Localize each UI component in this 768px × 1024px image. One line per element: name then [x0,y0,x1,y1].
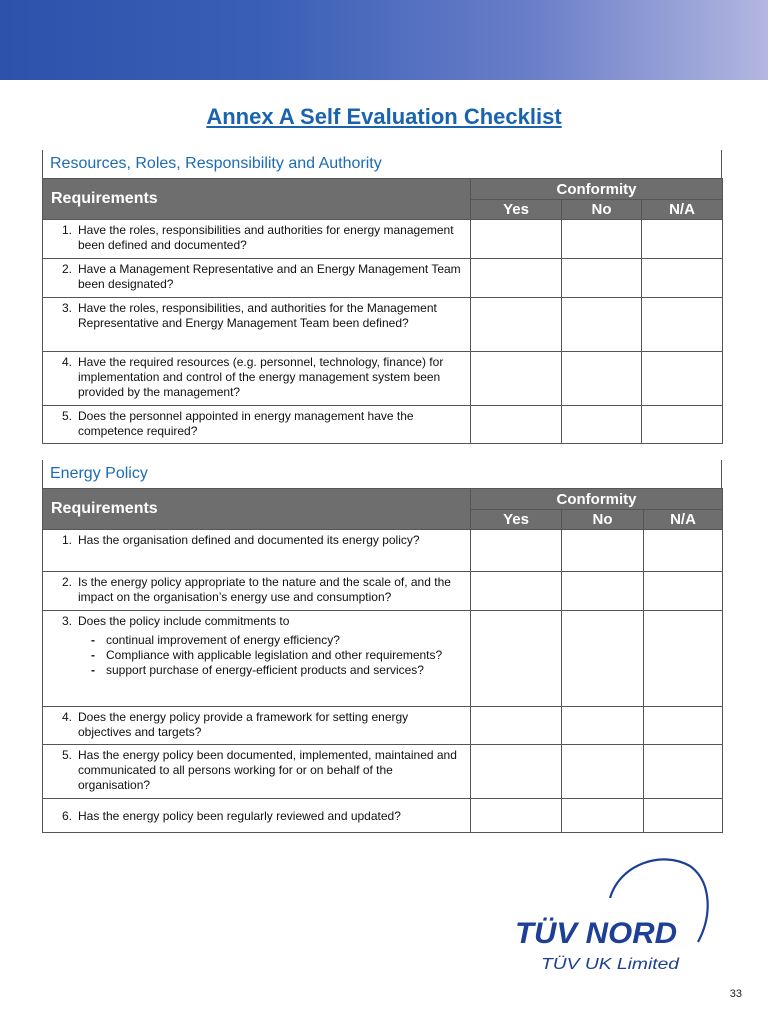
item-number: 5. [61,748,72,762]
table-row [43,530,723,572]
requirement-cell [43,259,471,298]
yes-header: Yes [471,510,562,530]
item-number: 4. [61,710,72,724]
yes-cell[interactable] [471,572,562,611]
na-cell[interactable] [642,406,723,444]
no-cell[interactable] [562,530,644,572]
requirement-cell [43,352,471,406]
requirements-header: Requirements [43,179,471,220]
yes-cell[interactable] [471,530,562,572]
na-cell[interactable] [644,611,723,707]
na-cell[interactable] [644,799,723,833]
section-energy-policy [42,460,722,833]
yes-cell[interactable] [471,799,562,833]
table-row [43,406,723,444]
top-banner [0,0,768,80]
page-number: 33 [729,988,742,1000]
table-row [43,611,723,707]
na-cell[interactable] [642,259,723,298]
logo-subtitle: TÜV UK Limited [541,956,656,973]
section-title: Resources, Roles, Responsibility and Authority [42,150,722,178]
item-number: 5. [61,409,72,423]
yes-cell[interactable] [471,352,562,406]
section-title: Energy Policy [42,460,722,488]
bullet-item: - continual improvement of energy efficiency? [89,633,464,648]
checklist-table [42,178,723,444]
yes-cell[interactable] [471,220,562,259]
item-number: 1. [61,223,72,237]
no-cell[interactable] [562,611,644,707]
na-cell[interactable] [642,220,723,259]
item-text: Is the energy policy appropriate to the nature and the scale of, and the impact on the organisation’s energy use and consumption? [78,575,451,604]
item-number: 2. [61,575,72,589]
yes-cell[interactable] [471,298,562,352]
no-cell[interactable] [562,259,642,298]
na-cell[interactable] [642,298,723,352]
item-text: Have a Management Representative and an Energy Management Team been designated? [78,262,461,291]
table-row [43,220,723,259]
item-number: 6. [61,808,72,823]
section-resources-roles [42,150,722,444]
no-cell[interactable] [562,352,642,406]
item-number: 4. [61,355,72,369]
table-row [43,572,723,611]
bullet-item: - Compliance with applicable legislation and other requirements? [89,648,464,663]
table-row [43,298,723,352]
na-cell[interactable] [644,707,723,745]
table-row [43,745,723,799]
table-row [43,259,723,298]
yes-cell[interactable] [471,745,562,799]
no-cell[interactable] [562,799,644,833]
item-text: Have the required resources (e.g. personnel, technology, finance) for implementation and control of the energy management system been provided by the management? [78,355,444,399]
item-text: Does the personnel appointed in energy management have the competence required? [78,409,414,438]
bullet-item: - support purchase of energy-efficient products and services? [89,663,464,678]
bullet-list [49,633,464,678]
checklist-table [42,488,723,833]
na-header: N/A [642,200,723,220]
requirement-cell [43,406,471,444]
table-row [43,707,723,745]
requirement-cell [43,611,471,707]
item-number: 3. [61,301,72,315]
yes-cell[interactable] [471,707,562,745]
na-cell[interactable] [644,530,723,572]
no-cell[interactable] [562,406,642,444]
requirement-cell [43,707,471,745]
logo-brand-text: TÜV NORD [515,917,677,950]
page-title: Annex A Self Evaluation Checklist [206,104,562,129]
na-cell[interactable] [644,572,723,611]
yes-cell[interactable] [471,406,562,444]
yes-cell[interactable] [471,259,562,298]
item-text: Has the organisation defined and documented its energy policy? [78,533,420,547]
no-cell[interactable] [562,298,642,352]
na-cell[interactable] [644,745,723,799]
table-row [43,352,723,406]
item-text: Have the roles, responsibilities, and authorities for the Management Representative and Energy Management Team been defined? [78,301,437,330]
requirement-cell [43,298,471,352]
requirement-cell [43,220,471,259]
requirement-cell [43,799,471,833]
na-cell[interactable] [642,352,723,406]
item-text: Have the roles, responsibilities and authorities for energy management been defined and documented? [78,223,454,252]
requirement-cell [43,745,471,799]
item-text: Has the energy policy been documented, implemented, maintained and communicated to all persons working for or on behalf of the organisation? [78,748,457,792]
conformity-header: Conformity [471,489,723,510]
no-cell[interactable] [562,572,644,611]
requirement-cell [43,530,471,572]
item-number: 2. [61,262,72,276]
item-text: Does the policy include commitments to [78,614,290,628]
conformity-header: Conformity [471,179,723,200]
no-cell[interactable] [562,220,642,259]
item-number: 1. [61,533,72,547]
requirement-cell [43,572,471,611]
yes-cell[interactable] [471,611,562,707]
na-header: N/A [644,510,723,530]
requirements-header: Requirements [43,489,471,530]
no-header: No [562,510,644,530]
tuv-nord-logo [512,856,718,976]
yes-header: Yes [471,200,562,220]
item-number: 3. [61,614,72,628]
item-text: Does the energy policy provide a framework for setting energy objectives and targets? [78,710,409,739]
no-cell[interactable] [562,707,644,745]
no-header: No [562,200,642,220]
no-cell[interactable] [562,745,644,799]
item-text: Has the energy policy been regularly reviewed and updated? [78,808,401,823]
table-row [43,799,723,833]
